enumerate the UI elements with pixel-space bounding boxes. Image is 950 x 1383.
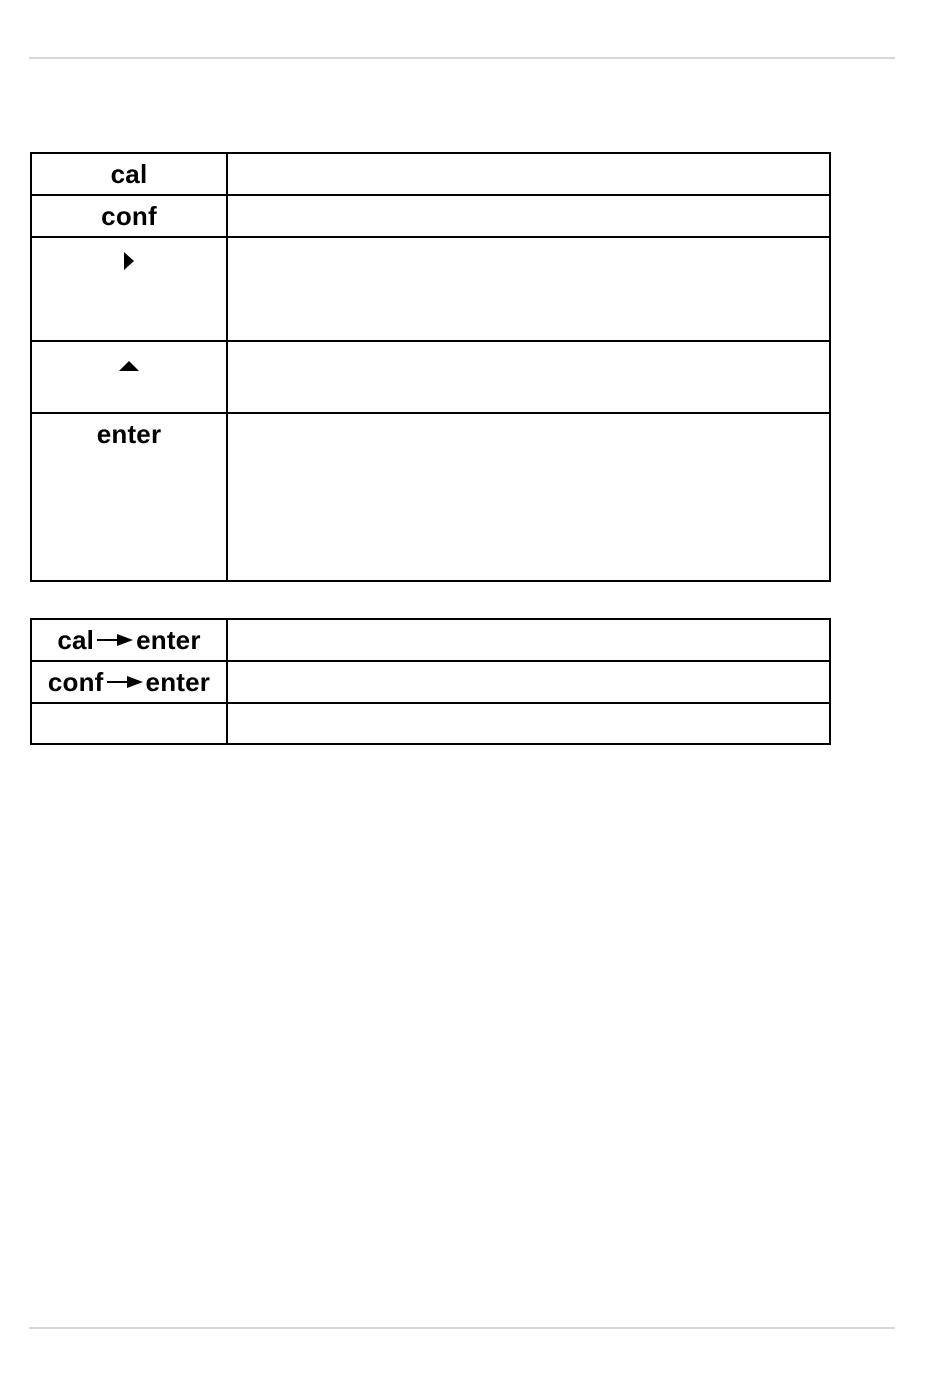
- key-conf-enter: [31, 661, 227, 703]
- key-cal-enter-description: [227, 619, 830, 661]
- table-row: [31, 661, 830, 703]
- key-cal-enter: [31, 619, 227, 661]
- key-right: [31, 237, 227, 341]
- key-conf: conf: [31, 195, 227, 237]
- table-row: [31, 619, 830, 661]
- key-cal-description: [227, 153, 830, 195]
- triangle-up-icon: [119, 361, 139, 371]
- key-enter: enter: [31, 413, 227, 581]
- arrow-right-icon: [107, 676, 143, 688]
- table-row: [31, 703, 830, 744]
- table-row: [31, 341, 830, 413]
- key-enter-label: enter: [136, 625, 201, 655]
- key-conf-enter-description: [227, 661, 830, 703]
- table-row: [31, 413, 830, 581]
- key-empty: [31, 703, 227, 744]
- key-combinations-table: [30, 618, 831, 745]
- key-conf-label: conf: [47, 667, 104, 697]
- key-up: [31, 341, 227, 413]
- key-cal: cal: [31, 153, 227, 195]
- table-row: [31, 195, 830, 237]
- table-row: [31, 237, 830, 341]
- key-right-description: [227, 237, 830, 341]
- key-empty-description: [227, 703, 830, 744]
- key-enter-label: enter: [145, 667, 211, 697]
- key-functions-table: [30, 152, 831, 582]
- header-rule: [29, 57, 895, 59]
- key-enter-description: [227, 413, 830, 581]
- footer-rule: [29, 1327, 895, 1329]
- key-cal-label: cal: [57, 625, 95, 655]
- key-conf-description: [227, 195, 830, 237]
- triangle-right-icon: [124, 252, 134, 270]
- table-row: [31, 153, 830, 195]
- arrow-right-icon: [97, 634, 133, 646]
- key-up-description: [227, 341, 830, 413]
